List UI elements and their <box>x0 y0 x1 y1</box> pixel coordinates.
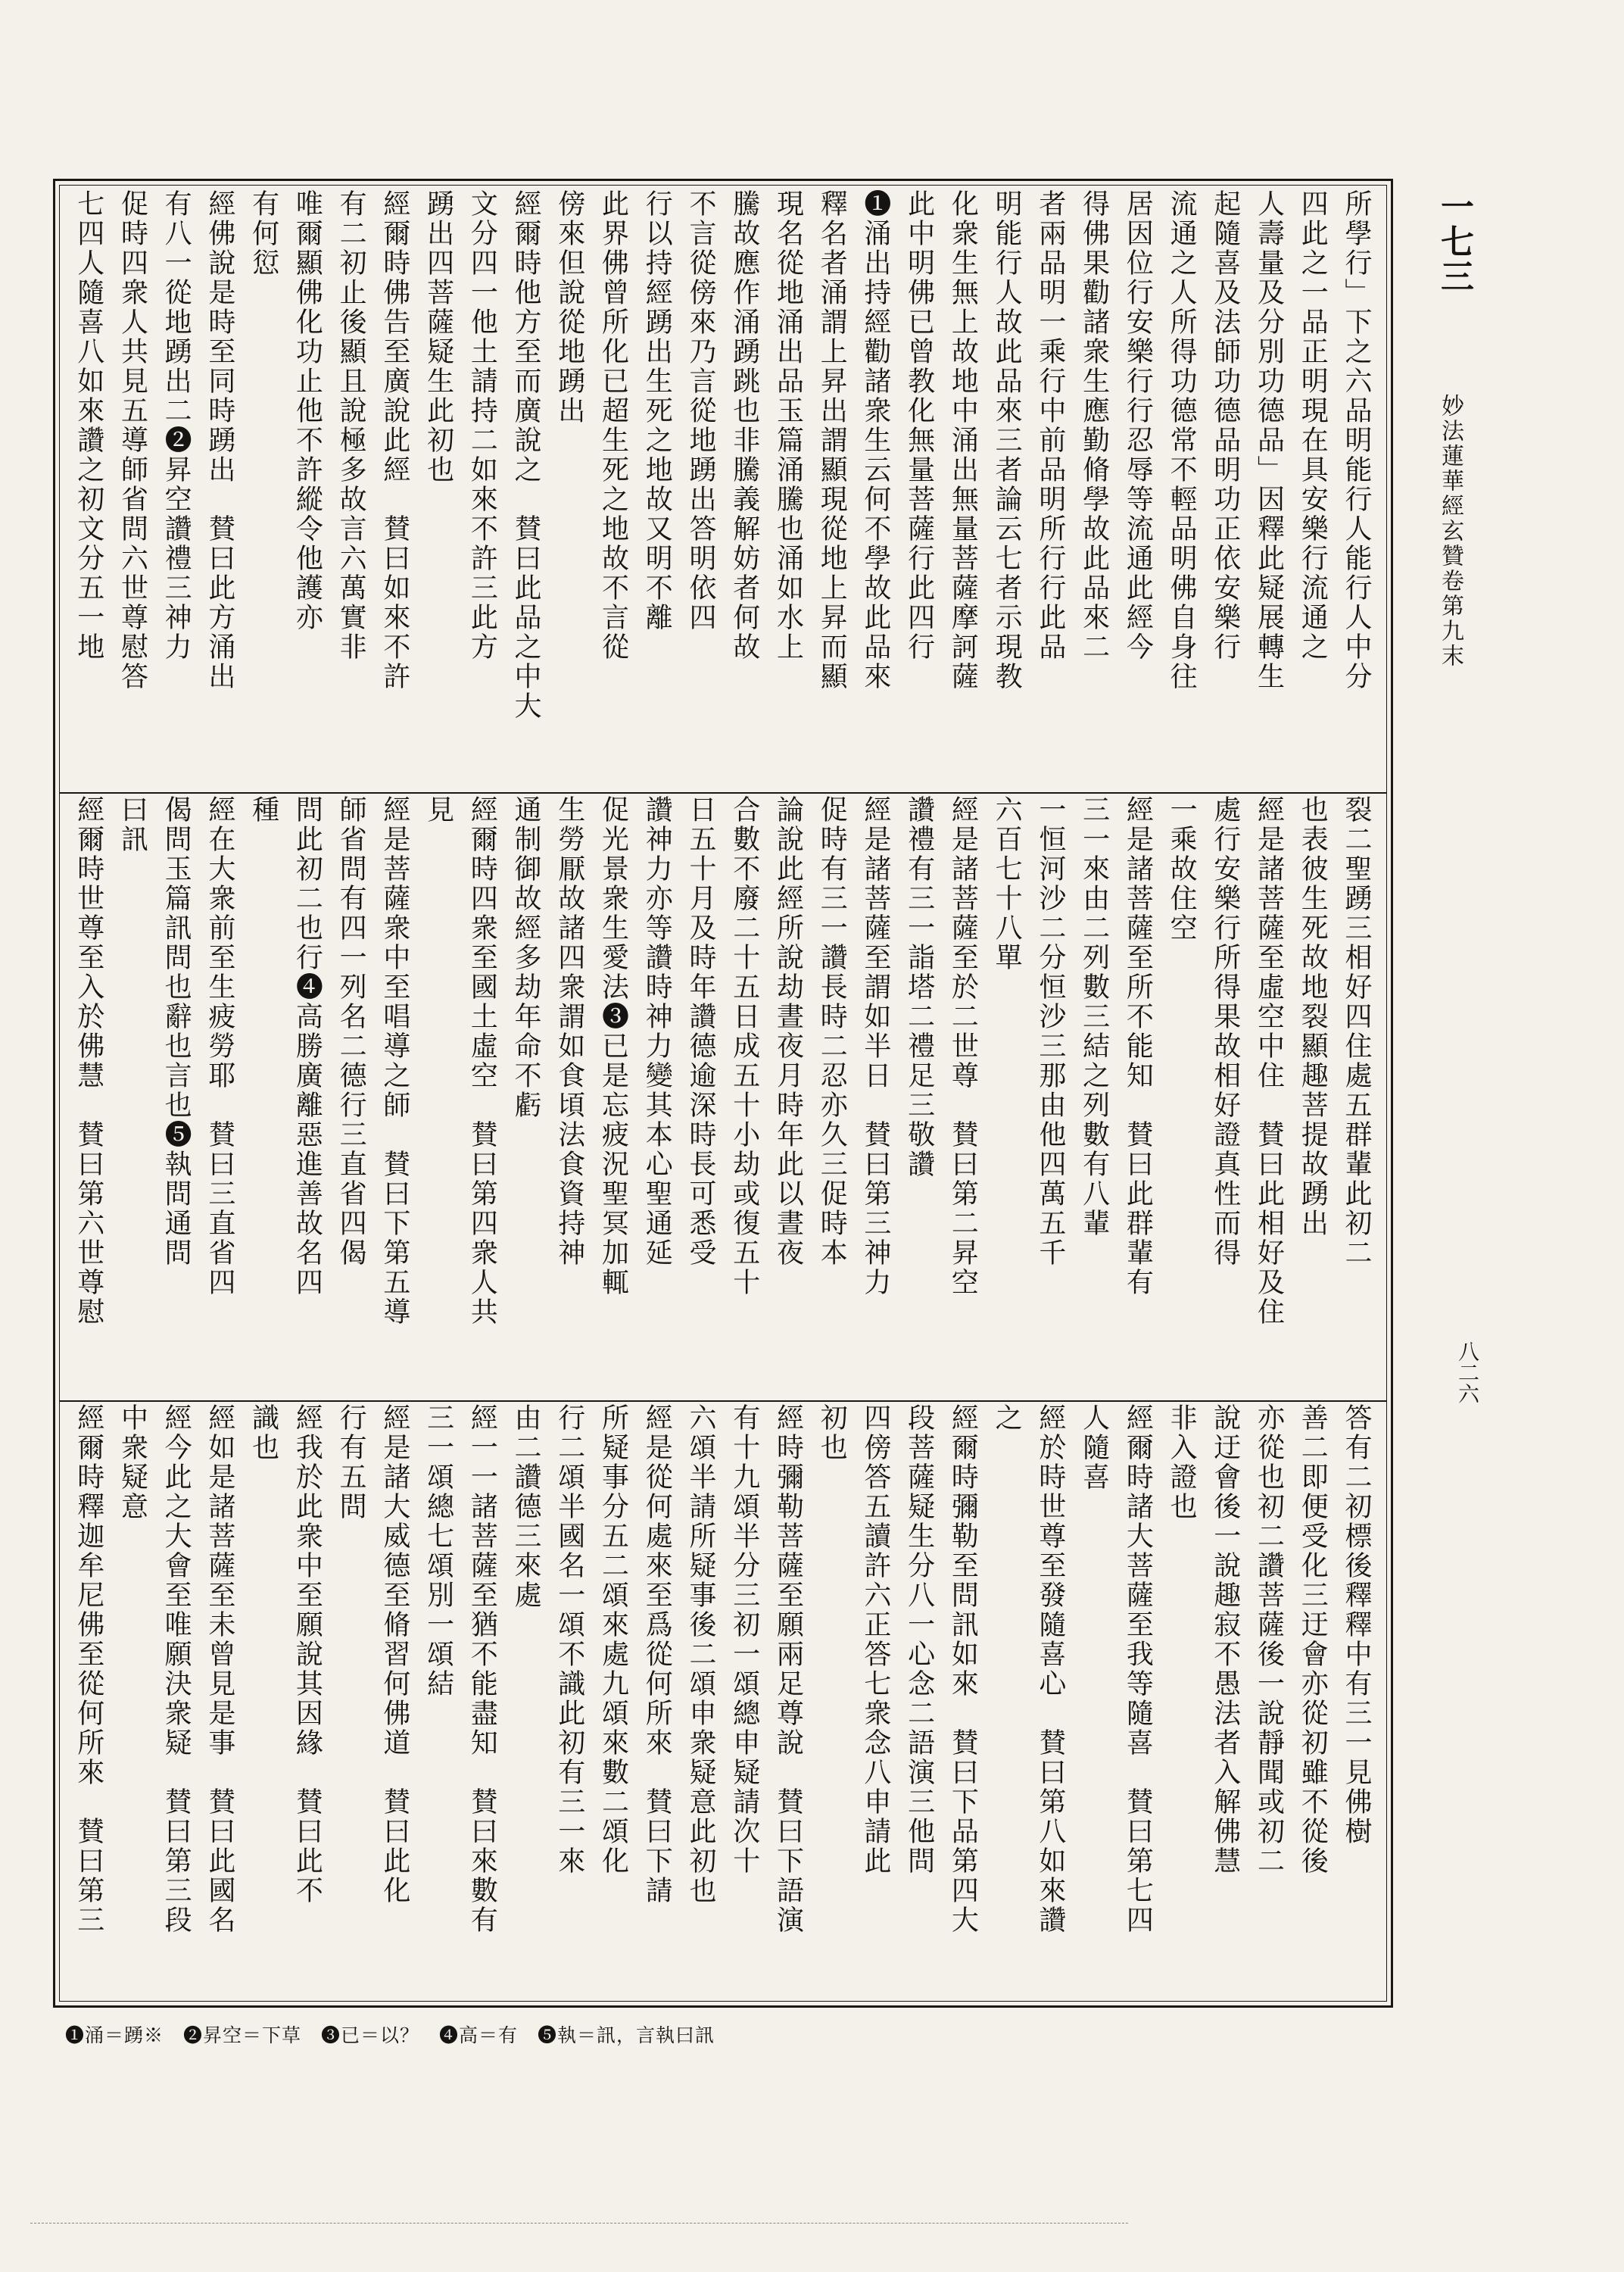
text-column: 現名從地涌出品玉篇涌騰也涌如水上 <box>772 189 804 662</box>
text-column: 促時有三一讚長時二忍亦久三促時本 <box>816 795 848 1268</box>
text-column: 人壽量及分別功德品」因釋此疑展轉生 <box>1253 189 1285 691</box>
text-column: 經是諸菩薩至所不能知 賛曰此群輩有 <box>1122 795 1154 1297</box>
text-column: 經是諸菩薩至虛空中住 賛曰此相好及住 <box>1253 795 1285 1327</box>
text-column: 非入證也 <box>1166 1403 1198 1521</box>
text-column: 處行安樂行所得果故相好證真性而得 <box>1209 795 1241 1268</box>
text-column: 促光景衆生愛法❸已是忘疲況聖冥加輒 <box>597 795 629 1297</box>
register-divider-1 <box>59 792 1387 794</box>
text-column: 初也 <box>816 1403 848 1462</box>
text-column: 日五十月及時年讚德逾深時長可悉受 <box>684 795 716 1268</box>
text-column: 偈問玉篇訊問也辭也言也❺執問通問 <box>161 795 192 1268</box>
text-column: 唯爾顯佛化功止他不許縱令他護亦 <box>291 189 323 632</box>
text-column: 此界佛曾所化已超生死之地故不言從 <box>597 189 629 662</box>
text-column: 經在大衆前至生疲勞耶 賛曰三直省四 <box>204 795 235 1297</box>
side-page-mark: 八二六 <box>1455 1340 1480 1404</box>
page-number: 一七三 <box>1435 189 1473 294</box>
text-column: 者兩品明一乘行中前品明所行行此品 <box>1034 189 1066 662</box>
text-column: 經於時世尊至發隨喜心 賛曰第八如來讚 <box>1034 1403 1066 1935</box>
text-column: 經是從何處來至爲從何所來 賛曰下請 <box>641 1403 673 1905</box>
text-column: ❶涌出持經勸諸衆生云何不學故此品來 <box>859 189 891 691</box>
text-register-middle <box>62 795 1386 1397</box>
text-column: 經時彌勒菩薩至願兩足尊說 賛曰下語演 <box>772 1403 804 1935</box>
text-column: 一乘故住空 <box>1166 795 1198 943</box>
text-column: 經爾時四衆至國土虛空 賛曰第四衆人共 <box>466 795 498 1327</box>
text-column: 善二即便受化三迂會亦從初雖不從後 <box>1297 1403 1329 1876</box>
text-column: 經爾時彌勒至問訊如來 賛曰下品第四大 <box>947 1403 979 1935</box>
text-column: 得佛果勸諸衆生應勤脩學故此品來二 <box>1078 189 1110 662</box>
text-register-bottom <box>62 1403 1386 1997</box>
text-column: 經是菩薩衆中至唱導之師 賛曰下第五導 <box>379 795 410 1327</box>
text-column: 四此之一品正明現在具安樂行流通之 <box>1297 189 1329 662</box>
text-column: 經是諸大威德至脩習何佛道 賛曰此化 <box>379 1403 410 1905</box>
text-register-top <box>62 189 1386 789</box>
text-column: 合數不廢二十五日成五十小劫或復五十 <box>728 795 760 1297</box>
text-column: 生勞厭故諸四衆謂如食頃法食資持神 <box>553 795 585 1268</box>
text-column: 問此初二也行❹高勝廣離惡進善故名四 <box>291 795 323 1297</box>
text-column: 亦從也初二讚菩薩後一說靜聞或初二 <box>1253 1403 1285 1876</box>
text-column: 有何愆 <box>248 189 279 278</box>
text-column: 經今此之大會至唯願決衆疑 賛曰第三段 <box>161 1403 192 1935</box>
text-column: 經是諸菩薩至謂如半日 賛曰第三神力 <box>859 795 891 1297</box>
text-column: 之 <box>991 1403 1023 1433</box>
text-column: 六百七十八單 <box>991 795 1023 972</box>
text-column: 曰訊 <box>117 795 148 854</box>
text-column: 有八一從地踴出二❷昇空讚禮三神力 <box>161 189 192 662</box>
text-column: 經如是諸菩薩至未曾見是事 賛曰此國名 <box>204 1403 235 1935</box>
text-column: 師省問有四一列名二德行三直省四偈 <box>335 795 367 1268</box>
text-column: 經一一諸菩薩至猶不能盡知 賛曰來數有 <box>466 1403 498 1935</box>
text-column: 明能行人故此品來三者論云七者示現教 <box>991 189 1023 691</box>
text-column: 傍來但說從地踴出 <box>553 189 585 426</box>
register-divider-2 <box>59 1400 1387 1402</box>
bottom-rule <box>30 2223 1128 2224</box>
text-column: 行二頌半國名一頌不識此初有三一來 <box>553 1403 585 1876</box>
text-column: 有二初止後顯且說極多故言六萬實非 <box>335 189 367 662</box>
running-title: 妙法蓮華經玄贊卷第九末 <box>1437 394 1463 669</box>
text-column: 七四人隨喜八如來讚之初文分五一地 <box>73 189 104 662</box>
text-column: 所疑事分五二頌來處九頌來數二頌化 <box>597 1403 629 1876</box>
text-column: 識也 <box>248 1403 279 1462</box>
text-column: 三一頌總七頌別一頌結 <box>422 1403 454 1699</box>
text-column: 經是諸菩薩至於二世尊 賛曰第二昇空 <box>947 795 979 1297</box>
text-column: 四傍答五讀許六正答七衆念八申請此 <box>859 1403 891 1876</box>
text-column: 經爾時釋迦牟尼佛至從何所來 賛曰第三 <box>73 1403 104 1935</box>
text-column: 化衆生無上故地中涌出無量菩薩摩訶薩 <box>947 189 979 691</box>
text-column: 見 <box>422 795 454 825</box>
text-column: 三一來由二列數三結之列數有八輩 <box>1078 795 1110 1238</box>
text-column: 經爾時佛告至廣說此經 賛曰如來不許 <box>379 189 410 691</box>
text-column: 此中明佛已曾教化無量菩薩行此四行 <box>903 189 935 662</box>
text-column: 行有五問 <box>335 1403 367 1521</box>
text-column: 流通之人所得功德常不輕品明佛自身往 <box>1166 189 1198 691</box>
text-column: 騰故應作涌踴跳也非騰義解妨者何故 <box>728 189 760 662</box>
text-column: 經佛說是時至同時踴出 賛曰此方涌出 <box>204 189 235 691</box>
text-column: 也表彼生死故地裂顯趣菩提故踴出 <box>1297 795 1329 1238</box>
text-column: 起隨喜及法師功德品明功正依安樂行 <box>1209 189 1241 662</box>
text-column: 經爾時諸大菩薩至我等隨喜 賛曰第七四 <box>1122 1403 1154 1935</box>
text-column: 行以持經踴出生死之地故又明不離 <box>641 189 673 632</box>
text-column: 由二讚德三來處 <box>510 1403 542 1610</box>
text-column: 說迂會後一說趣寂不愚法者入解佛慧 <box>1209 1403 1241 1876</box>
text-column: 人隨喜 <box>1078 1403 1110 1492</box>
text-column: 居因位行安樂行行忍辱等流通此經今 <box>1122 189 1154 662</box>
text-column: 文分四一他土請持二如來不許三此方 <box>466 189 498 662</box>
text-column: 裂二聖踴三相好四住處五群輩此初二 <box>1341 795 1372 1268</box>
text-column: 一恒河沙二分恒沙三那由他四萬五千 <box>1034 795 1066 1268</box>
text-column: 釋名者涌謂上昇出謂顯現從地上昇而顯 <box>816 189 848 691</box>
footnotes: ❶涌＝踴※ ❷昇空＝下草 ❸已＝以？ ❹高＝有 ❺執＝訊，言執曰訊 <box>65 2024 715 2046</box>
text-column: 不言從傍來乃言從地踴出答明依四 <box>684 189 716 632</box>
text-column: 答有二初標後釋釋中有三一見佛樹 <box>1341 1403 1372 1846</box>
text-column: 讚禮有三一詣塔二禮足三敬讚 <box>903 795 935 1179</box>
text-column: 踴出四菩薩疑生此初也 <box>422 189 454 485</box>
text-column: 通制御故經多劫年命不虧 <box>510 795 542 1120</box>
text-column: 促時四衆人共見五導師省問六世尊慰答 <box>117 189 148 691</box>
text-column: 有十九頌半分三初一頌總申疑請次十 <box>728 1403 760 1876</box>
text-column: 所學行」下之六品明能行人能行人中分 <box>1341 189 1372 691</box>
text-column: 六頌半請所疑事後二頌申衆疑意此初也 <box>684 1403 716 1905</box>
text-column: 論說此經所說劫晝夜月時年此以晝夜 <box>772 795 804 1268</box>
text-column: 中衆疑意 <box>117 1403 148 1521</box>
text-column: 經我於此衆中至願說其因緣 賛曰此不 <box>291 1403 323 1905</box>
text-column: 經爾時他方至而廣說之 賛曰此品之中大 <box>510 189 542 721</box>
text-column: 段菩薩疑生分八一心念二語演三他問 <box>903 1403 935 1876</box>
text-column: 讚神力亦等讚時神力變其本心聖通延 <box>641 795 673 1268</box>
text-column: 種 <box>248 795 279 825</box>
text-column: 經爾時世尊至入於佛慧 賛曰第六世尊慰 <box>73 795 104 1327</box>
